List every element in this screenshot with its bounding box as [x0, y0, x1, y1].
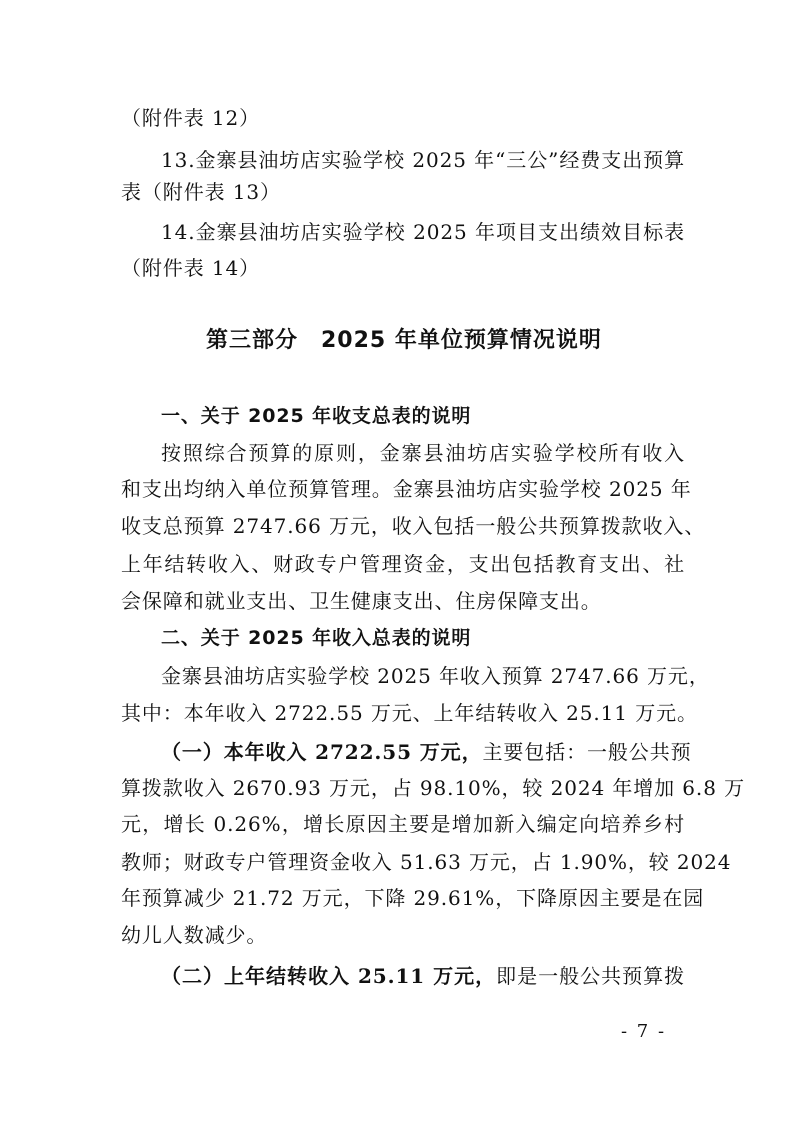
text-line: （附件表 14） [121, 256, 261, 280]
paragraph-line: 收支总预算 2747.66 万元，收入包括一般公共预算拨款收入、 [121, 514, 706, 538]
heading-1: 一、关于 2025 年收支总表的说明 [161, 405, 472, 427]
page-number: - 7 - [621, 1021, 667, 1042]
paragraph-line: 会保障和就业支出、卫生健康支出、住房保障支出。 [121, 589, 602, 613]
paragraph-line: 和支出均纳入单位预算管理。金寨县油坊店实验学校 2025 年 [121, 477, 692, 501]
section-title: 第三部分 2025 年单位预算情况说明 [206, 328, 602, 353]
paragraph-line: 算拨款收入 2670.93 万元，占 98.10%，较 2024 年增加 6.8 万 [121, 776, 745, 800]
paragraph-line: 幼儿人数减少。 [121, 923, 268, 947]
paragraph-line: 元，增长 0.26%，增长原因主要是增加新入编定向培养乡村 [121, 812, 685, 836]
paragraph-line: 金寨县油坊店实验学校 2025 年收入预算 2747.66 万元， [161, 664, 710, 688]
heading-2: 二、关于 2025 年收入总表的说明 [161, 627, 472, 649]
text-span: 即是一般公共预算拨 [496, 964, 685, 988]
paragraph-line: 上年结转收入、财政专户管理资金，支出包括教育支出、社 [121, 552, 685, 576]
text-line: 表（附件表 13） [121, 180, 281, 204]
paragraph-line: 按照综合预算的原则，金寨县油坊店实验学校所有收入 [161, 441, 685, 465]
bold-lead: （一）本年收入 2722.55 万元， [161, 740, 483, 764]
text-line: （附件表 12） [121, 106, 261, 130]
paragraph-line [161, 740, 692, 764]
text-span: 主要包括：一般公共预 [482, 740, 692, 764]
text-line: 14.金寨县油坊店实验学校 2025 年项目支出绩效目标表 [161, 220, 685, 244]
paragraph-line: 教师；财政专户管理资金收入 51.63 万元，占 1.90%，较 2024 [121, 850, 732, 874]
text-line: 13.金寨县油坊店实验学校 2025 年“三公”经费支出预算 [161, 148, 685, 172]
paragraph-line: 年预算减少 21.72 万元，下降 29.61%，下降原因主要是在园 [121, 886, 705, 910]
paragraph-line: 其中：本年收入 2722.55 万元、上年结转收入 25.11 万元。 [121, 701, 698, 725]
bold-lead: （二）上年结转收入 25.11 万元， [161, 964, 497, 988]
paragraph-line [161, 964, 685, 988]
